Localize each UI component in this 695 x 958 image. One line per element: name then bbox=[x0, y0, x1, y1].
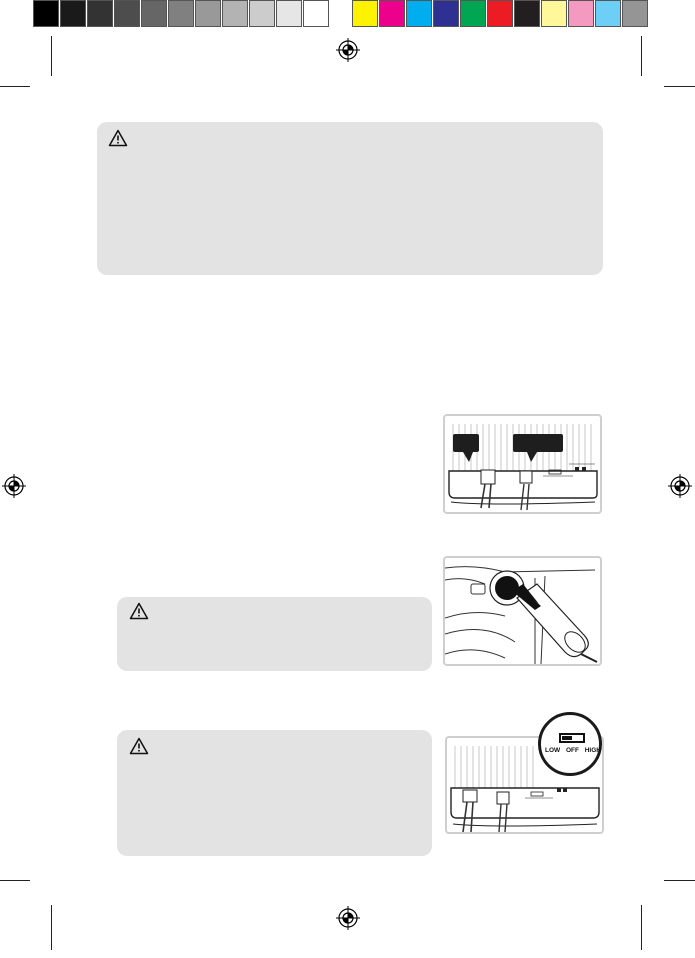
warning-box-main bbox=[97, 122, 603, 275]
color-swatch bbox=[487, 0, 513, 27]
crop-mark-top-left-v bbox=[51, 36, 52, 76]
gray-swatch bbox=[303, 0, 329, 27]
color-swatch bbox=[514, 0, 540, 27]
registration-mark-icon bbox=[336, 38, 360, 62]
illustration-switch-panel bbox=[443, 734, 602, 832]
color-swatch bbox=[595, 0, 621, 27]
gray-swatch bbox=[276, 0, 302, 27]
crop-mark-top-right-h bbox=[664, 86, 695, 87]
grayscale-bar bbox=[33, 0, 330, 29]
switch-label-low: LOW bbox=[545, 747, 561, 754]
gray-swatch bbox=[222, 0, 248, 27]
gray-swatch bbox=[141, 0, 167, 27]
crop-mark-bottom-left-v bbox=[51, 905, 52, 950]
color-swatch bbox=[460, 0, 486, 27]
switch-knob[interactable] bbox=[562, 736, 572, 740]
registration-mark-icon bbox=[336, 906, 360, 930]
warning-triangle-icon bbox=[108, 129, 128, 147]
color-swatch bbox=[433, 0, 459, 27]
color-swatch bbox=[568, 0, 594, 27]
gray-swatch bbox=[114, 0, 140, 27]
switch-slot bbox=[559, 733, 585, 743]
color-swatch bbox=[541, 0, 567, 27]
gray-swatch bbox=[195, 0, 221, 27]
registration-mark-icon bbox=[668, 474, 692, 498]
gray-swatch bbox=[249, 0, 275, 27]
switch-label-off: OFF bbox=[565, 747, 579, 754]
gray-swatch bbox=[87, 0, 113, 27]
illustration-connectors bbox=[443, 414, 602, 514]
gray-swatch bbox=[168, 0, 194, 27]
crop-mark-bottom-left-h bbox=[0, 880, 30, 881]
warning-triangle-icon bbox=[129, 737, 149, 755]
device-connectors-drawing bbox=[445, 416, 600, 512]
color-swatch bbox=[352, 0, 378, 27]
illustration-car-socket bbox=[443, 556, 602, 666]
registration-mark-icon bbox=[2, 474, 26, 498]
crop-mark-top-right-v bbox=[641, 36, 642, 76]
warning-box-socket bbox=[117, 597, 432, 671]
gray-swatch bbox=[60, 0, 86, 27]
warning-box-switch bbox=[117, 730, 432, 856]
crop-mark-bottom-right-h bbox=[664, 880, 695, 881]
switch-label-high: HIGH bbox=[584, 747, 601, 754]
warning-triangle-icon bbox=[129, 602, 149, 620]
switch-zoom-circle bbox=[538, 712, 602, 776]
color-swatch bbox=[406, 0, 432, 27]
crop-mark-top-left-h bbox=[0, 86, 30, 87]
switch-labels bbox=[545, 747, 601, 754]
color-swatch bbox=[622, 0, 648, 27]
gray-swatch bbox=[33, 0, 59, 27]
crop-mark-bottom-right-v bbox=[641, 905, 642, 950]
color-swatch-bar bbox=[352, 0, 649, 29]
car-socket-plug-drawing bbox=[445, 558, 600, 664]
color-swatch bbox=[379, 0, 405, 27]
